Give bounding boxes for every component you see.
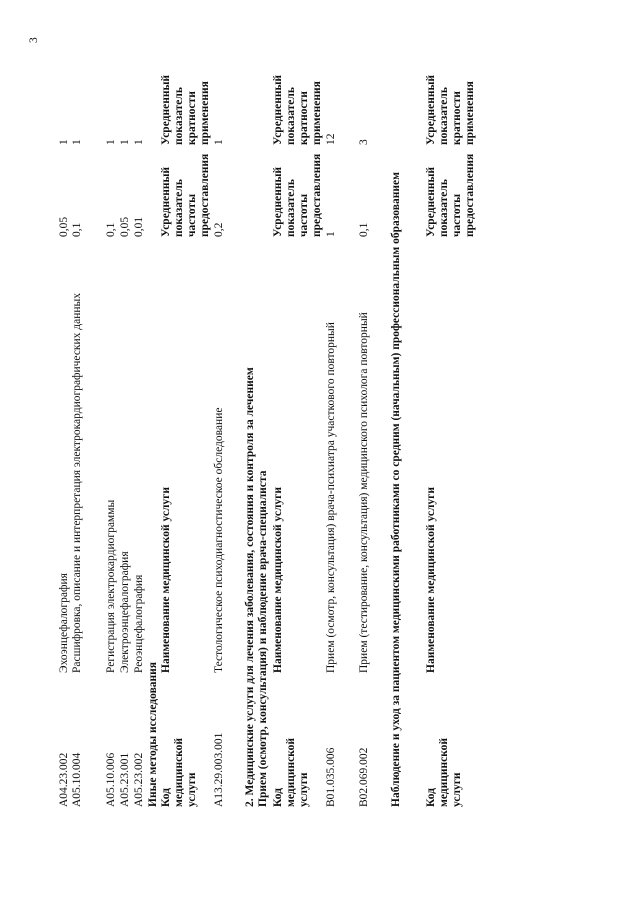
row-multiplicity: 1 [58, 139, 70, 145]
header-multiplicity: Усредненный показатель кратности применения [272, 74, 323, 145]
row-name: Эхоэнцефалография [58, 573, 70, 673]
row-name: Расшифровка, описание и интерпретация электрокардиографических данных [71, 292, 83, 673]
header-multiplicity: Усредненный показатель кратности применения [425, 74, 476, 145]
row-code: A05.10.004 [71, 752, 83, 807]
page-number: 3 [28, 37, 40, 43]
row-multiplicity: 1 [119, 139, 131, 145]
row-name: Электроэнцефалография [119, 551, 131, 673]
row-multiplicity: 1 [133, 139, 145, 145]
row-code: B02.069.002 [358, 747, 370, 807]
row-frequency: 1 [325, 231, 337, 237]
row-frequency: 0,1 [105, 222, 117, 237]
header-code: Код медицинской услуги [160, 737, 198, 807]
row-name: Прием (тестирование, консультация) медицинского психолога повторный [358, 312, 370, 673]
row-code: A13.29.003.001 [213, 732, 225, 807]
section-title: 2. Медицинские услуги для лечения заболевания, состояния и контроля за лечением [244, 367, 256, 807]
row-frequency: 0,05 [119, 216, 131, 237]
row-code: A04.23.002 [58, 752, 70, 807]
row-multiplicity: 1 [105, 139, 117, 145]
row-name: Прием (осмотр, консультация) врача-психиатра участкового повторный [325, 322, 337, 673]
row-frequency: 0,1 [71, 222, 83, 237]
row-code: A05.23.002 [133, 752, 145, 807]
row-code: B01.035.006 [325, 747, 337, 807]
header-name: Наименование медицинской услуги [272, 486, 284, 673]
row-multiplicity: 3 [358, 139, 370, 145]
header-name: Наименование медицинской услуги [160, 486, 172, 673]
row-code: A05.23.001 [119, 752, 131, 807]
header-code: Код медицинской услуги [272, 737, 310, 807]
header-multiplicity: Усредненный показатель кратности применения [160, 74, 211, 145]
section-title: Иные методы исследования [147, 661, 159, 807]
row-name: Тестологическое психодиагностическое обследование [213, 407, 225, 673]
header-code: Код медицинской услуги [425, 737, 463, 807]
header-frequency: Усредненный показатель частоты предоставления [160, 153, 211, 237]
section-subtitle: Прием (осмотр, консультация) и наблюдение врача-специалиста [257, 470, 269, 807]
section-title: Наблюдение и уход за пациентом медицинскими работниками со средним (начальным) профессиональным образованием [390, 172, 402, 807]
row-code: A05.10.006 [105, 752, 117, 807]
row-frequency: 0,1 [358, 222, 370, 237]
row-name: Регистрация электрокардиограммы [105, 499, 117, 673]
header-frequency: Усредненный показатель частоты предоставления [425, 153, 476, 237]
header-name: Наименование медицинской услуги [425, 486, 437, 673]
row-multiplicity: 1 [213, 139, 225, 145]
row-frequency: 0,05 [58, 216, 70, 237]
header-frequency: Усредненный показатель частоты предоставления [272, 153, 323, 237]
row-multiplicity: 1 [71, 139, 83, 145]
row-name: Реоэнцефалография [133, 574, 145, 673]
row-multiplicity: 12 [325, 133, 337, 145]
row-frequency: 0,2 [213, 222, 225, 237]
row-frequency: 0,01 [133, 216, 145, 237]
